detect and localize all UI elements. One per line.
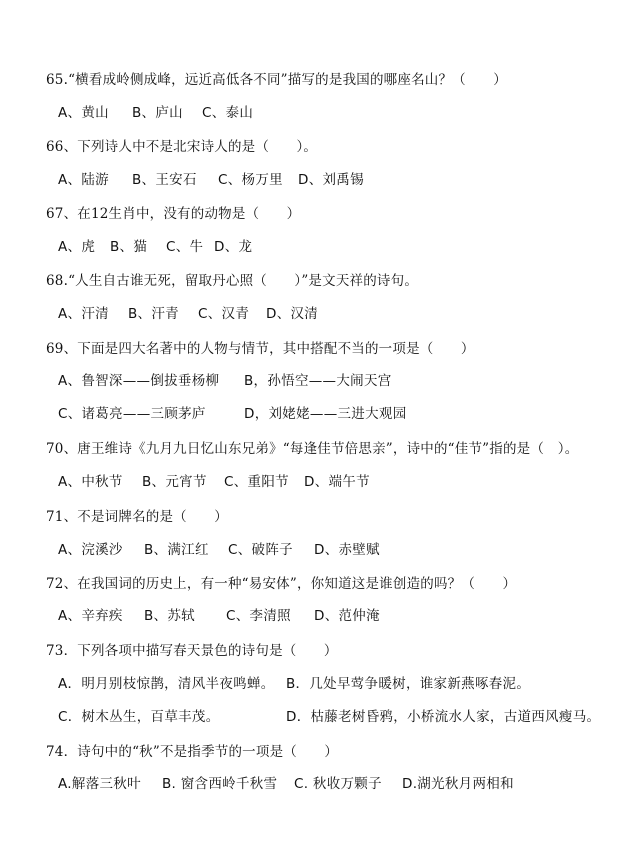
- options-65: [58, 101, 618, 121]
- option-a: A、虎: [58, 239, 96, 255]
- option-c: C．树木丛生，百草丰茂。: [58, 709, 220, 725]
- options-74: [58, 772, 618, 792]
- question-66: 66、下列诗人中不是北宋诗人的是（ ）。: [46, 139, 318, 155]
- option-b: B、猫: [110, 239, 148, 255]
- question-65: 65.“横看成岭侧成峰，远近高低各不同”描写的是我国的哪座名山？（ ）: [46, 72, 507, 88]
- option-d: D、龙: [214, 239, 253, 255]
- option-b: B、苏轼: [144, 608, 195, 624]
- option-c: C、杨万里: [218, 172, 283, 188]
- question-72: 72、在我国词的历史上，有一种“易安体”，你知道这是谁创造的吗？（ ）: [46, 576, 517, 592]
- option-d: D、刘禹锡: [298, 172, 364, 188]
- options-67: [58, 235, 618, 255]
- options-73-row1: [58, 672, 618, 692]
- question-70: 70、唐王维诗《九月九日忆山东兄弟》“每逢佳节倍思亲”，诗中的“佳节”指的是（ ）。: [46, 441, 579, 457]
- question-67: 67、在12生肖中，没有的动物是（ ）: [46, 206, 301, 222]
- option-c: C、汉青: [198, 306, 250, 322]
- option-c: C、破阵子: [228, 542, 293, 558]
- options-69-row2: [58, 402, 618, 422]
- option-d: D、范仲淹: [314, 608, 380, 624]
- option-d: D、汉清: [266, 306, 319, 322]
- option-d: D.湖光秋月两相和: [402, 776, 514, 792]
- question-71: 71、不是词牌名的是（ ）: [46, 509, 228, 525]
- options-70: [58, 470, 618, 490]
- option-c: C. 秋收万颗子: [294, 776, 382, 792]
- option-b: B、汗青: [128, 306, 179, 322]
- option-b: B．几处早莺争暖树，谁家新燕啄春泥。: [286, 676, 531, 692]
- option-b: B、庐山: [132, 105, 183, 121]
- option-a: A、中秋节: [58, 474, 123, 490]
- question-73: 73．下列各项中描写春天景色的诗句是（ ）: [46, 643, 338, 659]
- option-a: A、辛弃疾: [58, 608, 123, 624]
- option-a: A．明月别枝惊鹊，清风半夜鸣蝉。: [58, 676, 275, 692]
- options-69-row1: [58, 369, 618, 389]
- option-c: C、李清照: [226, 608, 291, 624]
- options-68: [58, 302, 618, 322]
- option-c: C、牛: [166, 239, 204, 255]
- option-a: A、浣溪沙: [58, 542, 123, 558]
- option-c: C、重阳节: [224, 474, 289, 490]
- options-71: [58, 538, 618, 558]
- option-c: C、泰山: [202, 105, 254, 121]
- options-72: [58, 604, 618, 624]
- option-d: D．枯藤老树昏鸦，小桥流水人家，古道西风瘦马。: [286, 709, 601, 725]
- option-d: D，刘姥姥——三进大观园: [244, 406, 407, 422]
- option-a: A、鲁智深——倒拔垂杨柳: [58, 373, 220, 389]
- option-b: B，孙悟空——大闹天宫: [244, 373, 392, 389]
- option-d: D、端午节: [304, 474, 370, 490]
- question-69: 69、下面是四大名著中的人物与情节，其中搭配不当的一项是（ ）: [46, 341, 475, 357]
- option-a: A、黄山: [58, 105, 109, 121]
- question-74: 74．诗句中的“秋”不是指季节的一项是（ ）: [46, 744, 339, 760]
- option-a: A、陆游: [58, 172, 109, 188]
- options-73-row2: [58, 705, 618, 725]
- option-d: D、赤壁赋: [314, 542, 380, 558]
- question-68: 68.“人生自古谁无死，留取丹心照（ ）”是文天祥的诗句。: [46, 273, 419, 289]
- option-b: B. 窗含西岭千秋雪: [162, 776, 278, 792]
- option-b: B、王安石: [132, 172, 197, 188]
- option-b: B、元宵节: [142, 474, 207, 490]
- option-a: A.解落三秋叶: [58, 776, 141, 792]
- option-a: A、汗清: [58, 306, 109, 322]
- option-b: B、满江红: [144, 542, 209, 558]
- options-66: [58, 168, 618, 188]
- option-c: C、诸葛亮——三顾茅庐: [58, 406, 206, 422]
